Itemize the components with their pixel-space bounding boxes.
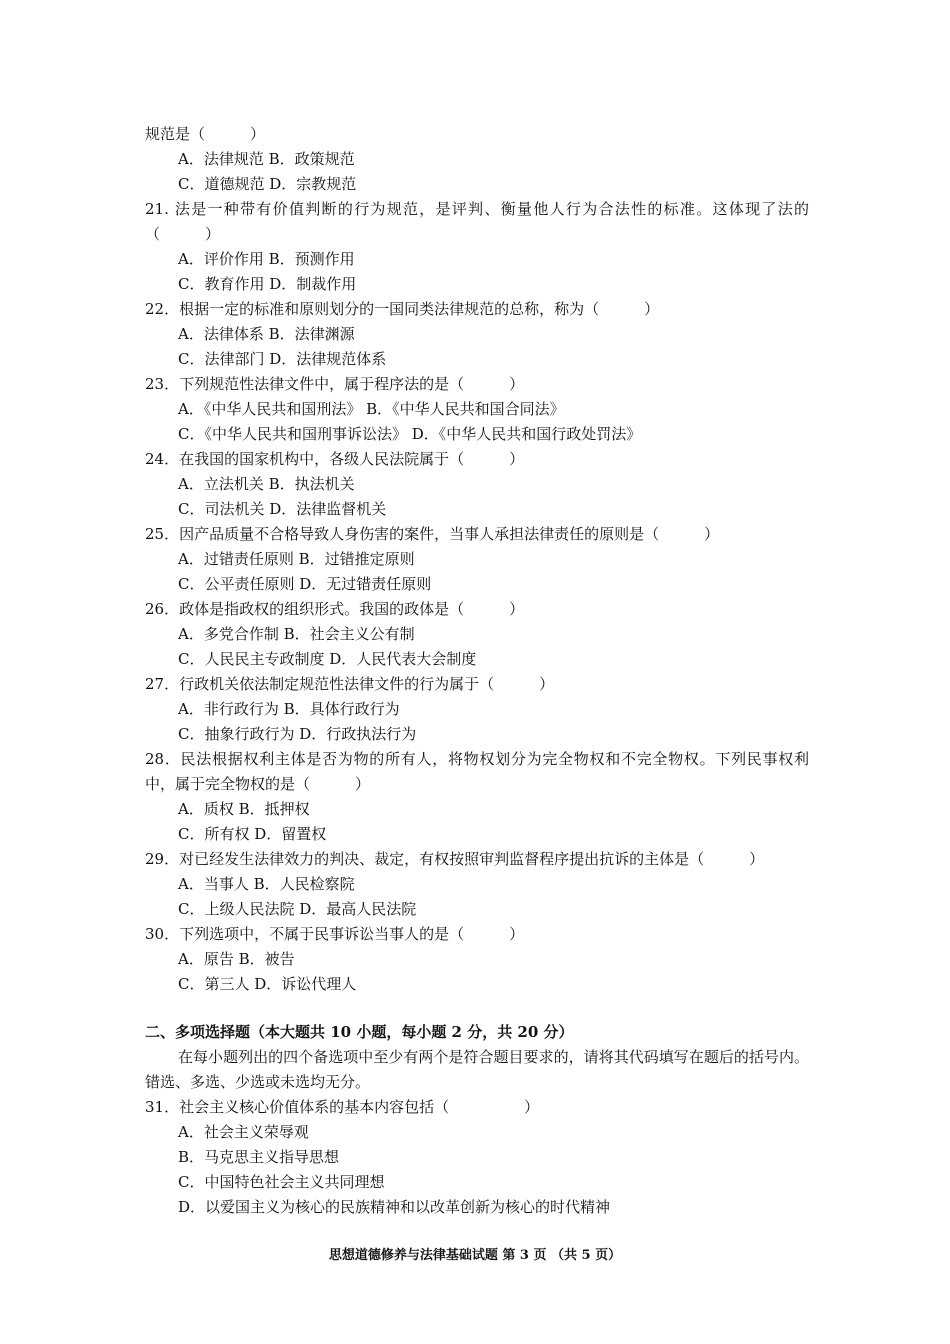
q31-option-b: B．马克思主义指导思想 — [178, 1148, 340, 1166]
q30-option-line-1: A．原告 B．被告 — [178, 950, 295, 968]
q24-stem: 24．在我国的国家机构中，各级人民法院属于（ ） — [145, 450, 525, 468]
q29-stem: 29．对已经发生法律效力的判决、裁定，有权按照审判监督程序提出抗诉的主体是（ ） — [145, 850, 765, 868]
section-spacer — [145, 997, 809, 1020]
q28-option-line-2: C．所有权 D．留置权 — [178, 825, 327, 843]
q28-stem: 28．民法根据权利主体是否为物的所有人，将物权划分为完全物权和不完全物权。下列民事权利中，属于完全物权的是（ ） — [145, 750, 809, 793]
q20-tail: 规范是（ ） — [145, 125, 266, 143]
q25-option-line-1: A．过错责任原则 B．过错推定原则 — [178, 550, 415, 568]
q26-option-line-2: C．人民民主专政制度 D．人民代表大会制度 — [178, 650, 477, 668]
q27-stem: 27．行政机关依法制定规范性法律文件的行为属于（ ） — [145, 675, 555, 693]
q25-option-line-2: C．公平责任原则 D．无过错责任原则 — [178, 575, 432, 593]
q20-option-line-1: A．法律规范 B．政策规范 — [178, 150, 355, 168]
q25-stem: 25．因产品质量不合格导致人身伤害的案件，当事人承担法律责任的原则是（ ） — [145, 525, 720, 543]
q24-option-line-2: C．司法机关 D．法律监督机关 — [178, 500, 387, 518]
section-2-title: 二、多项选择题（本大题共 10 小题，每小题 2 分，共 20 分） — [145, 1023, 574, 1041]
q27-option-line-2: C．抽象行政行为 D．行政执法行为 — [178, 725, 417, 743]
q31-option-d: D．以爱国主义为核心的民族精神和以改革创新为核心的时代精神 — [178, 1198, 611, 1216]
q31-option-c: C．中国特色社会主义共同理想 — [178, 1173, 385, 1191]
q21-stem: 21. 法是一种带有价值判断的行为规范，是评判、衡量他人行为合法性的标准。这体现了法的（ ） — [145, 200, 809, 243]
exam-content — [145, 122, 809, 1220]
q31-stem: 31．社会主义核心价值体系的基本内容包括（ ） — [145, 1098, 540, 1116]
q22-option-line-1: A．法律体系 B．法律渊源 — [178, 325, 355, 343]
q30-stem: 30．下列选项中，不属于民事诉讼当事人的是（ ） — [145, 925, 525, 943]
q26-stem: 26．政体是指政权的组织形式。我国的政体是（ ） — [145, 600, 525, 618]
q22-stem: 22．根据一定的标准和原则划分的一国同类法律规范的总称，称为（ ） — [145, 300, 660, 318]
q29-option-line-2: C．上级人民法院 D．最高人民法院 — [178, 900, 417, 918]
q27-option-line-1: A．非行政行为 B．具体行政行为 — [178, 700, 400, 718]
q23-option-line-1: A．《中华人民共和国刑法》 B．《中华人民共和国合同法》 — [178, 400, 565, 418]
page-footer: 思想道德修养与法律基础试题 第 3 页 （共 5 页） — [328, 1248, 622, 1263]
q20-option-line-2: C．道德规范 D．宗教规范 — [178, 175, 357, 193]
q24-option-line-1: A．立法机关 B．执法机关 — [178, 475, 355, 493]
q21-option-line-2: C．教育作用 D．制裁作用 — [178, 275, 357, 293]
q23-stem: 23．下列规范性法律文件中，属于程序法的是（ ） — [145, 375, 525, 393]
q23-option-line-2: C．《中华人民共和国刑事诉讼法》 D．《中华人民共和国行政处罚法》 — [178, 425, 642, 443]
q30-option-line-2: C．第三人 D．诉讼代理人 — [178, 975, 357, 993]
q29-option-line-1: A．当事人 B．人民检察院 — [178, 875, 355, 893]
q21-option-line-1: A．评价作用 B．预测作用 — [178, 250, 355, 268]
q31-option-a: A．社会主义荣辱观 — [178, 1123, 309, 1141]
q22-option-line-2: C．法律部门 D．法律规范体系 — [178, 350, 387, 368]
section-2-instruction: 在每小题列出的四个备选项中至少有两个是符合题目要求的，请将其代码填写在题后的括号内。错选、多选、少选或未选均无分。 — [145, 1048, 809, 1091]
q28-option-line-1: A．质权 B．抵押权 — [178, 800, 310, 818]
q26-option-line-1: A．多党合作制 B．社会主义公有制 — [178, 625, 415, 643]
